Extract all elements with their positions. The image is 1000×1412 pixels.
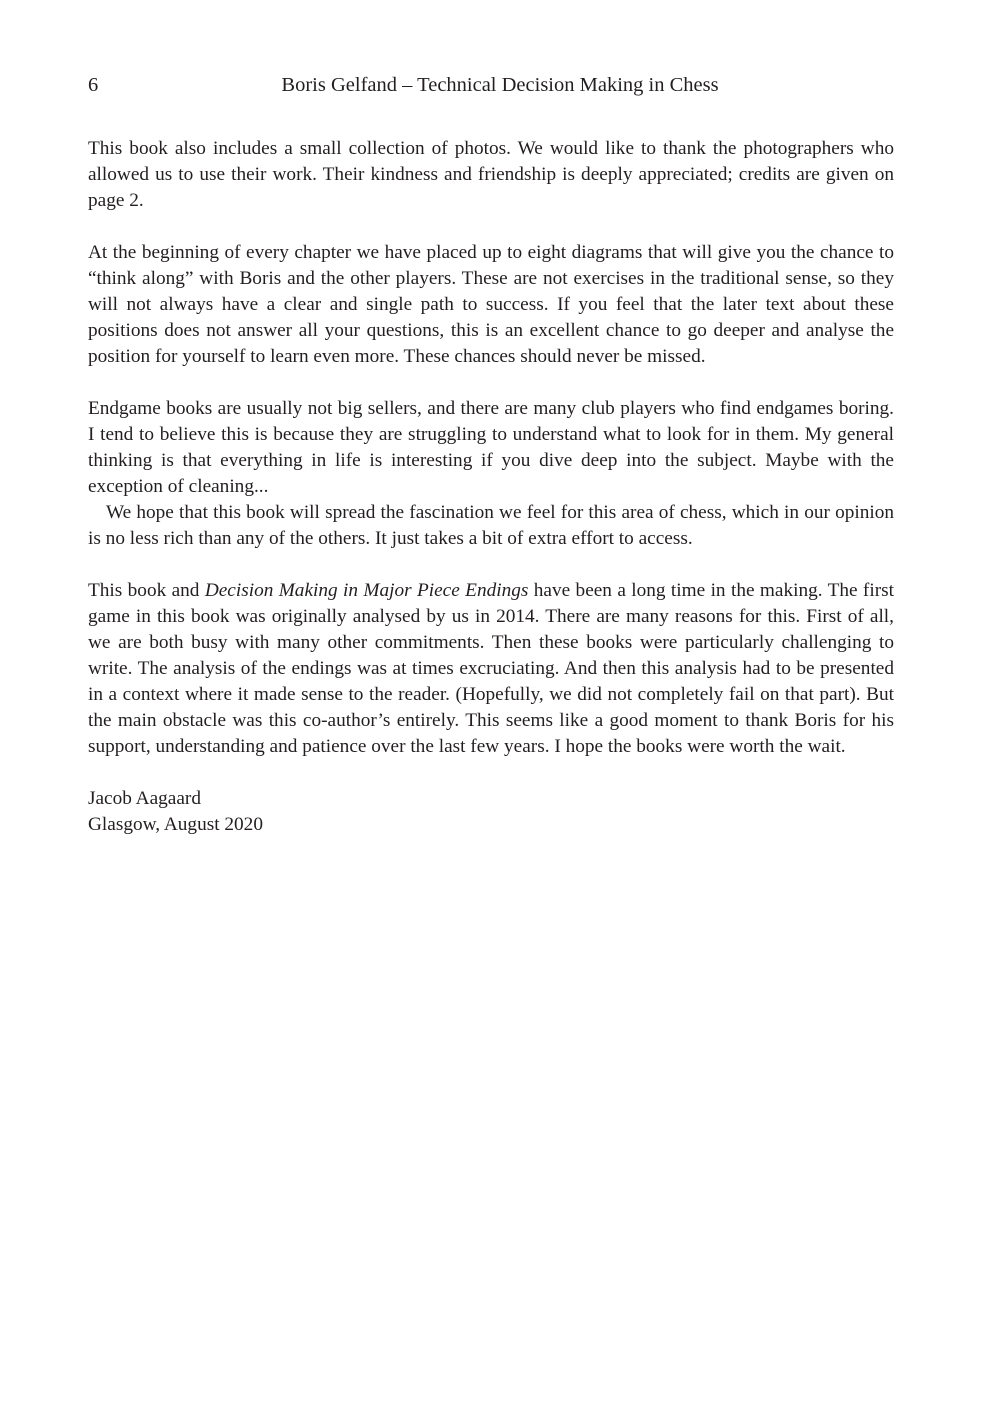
body-text [88,136,894,838]
signature [88,786,894,838]
paragraph-making-of-rest: have been a long time in the making. The first game in this book was originally analysed by us in 2014. There are many reasons for this. First of all, we are both busy with many other commitments. Then these books were particularly challenging to write. The analysis of the endings was at times excruciating. And then this analysis had to be presented in a context where it made sense to the reader. (Hopefully, we did not completely fail on that part). But the main obstacle was this co-author’s entirely. This seems like a good moment to thank Boris for his support, understanding and patience over the last few years. I hope the books were worth the wait. [88,580,894,757]
paragraph-endgame-books: Endgame books are usually not big sellers, and there are many club players who find endgames boring. I tend to believe this is because they are struggling to understand what to look for in them. My general thinking is that everything in life is interesting if you dive deep into the subject. Maybe with the exception of cleaning... [88,398,894,497]
paragraph-diagrams: At the beginning of every chapter we have placed up to eight diagrams that will give you the chance to “think along” with Boris and the other players. These are not exercises in the traditional sense, so they will not always have a clear and single path to success. If you feel that the later text about these positions does not answer all your questions, this is an excellent chance to go deeper and analyse the position for yourself to learn even more. These chances should never be missed. [88,242,894,367]
book-title-italic: Decision Making in Major Piece Endings [204,580,529,601]
page-number: 6 [88,74,99,96]
place-date: Glasgow, August 2020 [88,814,263,835]
paragraph-fascination: We hope that this book will spread the fascination we feel for this area of chess, which in our opinion is no less rich than any of the others. It just takes a bit of extra effort to access. [88,502,894,549]
running-title: Boris Gelfand – Technical Decision Making in Chess [281,74,719,96]
paragraph-photos: This book also includes a small collection of photos. We would like to thank the photographers who allowed us to use their work. Their kindness and friendship is deeply appreciated; credits are given on page 2. [88,138,894,211]
running-head [88,70,894,100]
paragraph-making-of-lead: This book and [88,580,205,601]
author-name: Jacob Aagaard [88,788,201,809]
paragraph-making-of [88,578,894,760]
